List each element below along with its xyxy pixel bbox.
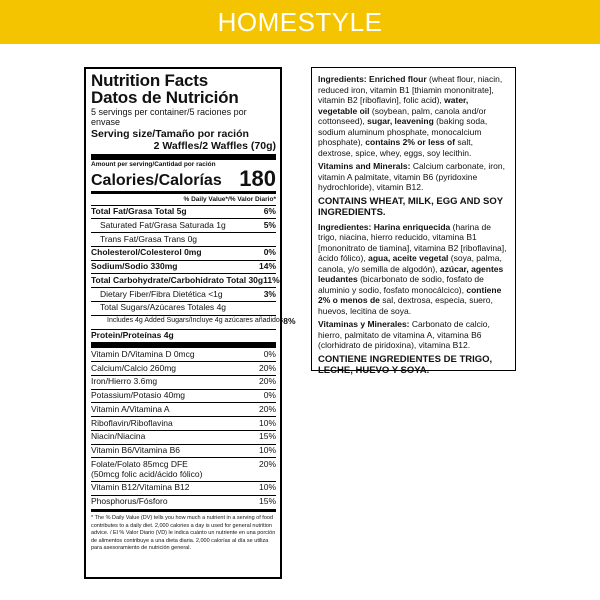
vitamin-row <box>91 445 276 459</box>
vitamins-label: Vitaminas y Minerales: <box>318 319 410 329</box>
nutrient-amount: <1g <box>208 288 223 299</box>
vitamin-label: Vitamin D/Vitamina D 0mcg <box>91 348 195 359</box>
daily-value-header: % Daily Value*/% Valor Diario* <box>91 195 276 205</box>
vitamin-label: Vitamin A/Vitamina A <box>91 403 170 414</box>
allergen-statement-es: CONTIENE INGREDIENTES DE TRIGO, LECHE, HUEVO Y SOYA. <box>318 353 493 376</box>
banner-title: HOMESTYLE <box>217 6 383 37</box>
vitamin-row <box>91 417 276 431</box>
nutrient-label: Total Fat/Grasa Total <box>91 206 175 217</box>
serving-size-value: 2 Waffles/2 Waffles (70g) <box>153 139 276 152</box>
vitamin-row <box>91 431 276 445</box>
vitamin-label: Calcium/Calcio 260mg <box>91 362 177 373</box>
ingredients-text: contains 2% or less of <box>365 137 456 147</box>
nutrient-label: Cholesterol/Colesterol <box>91 247 182 258</box>
nutrient-row-sodium <box>91 261 276 275</box>
nutrient-amount: 4g <box>216 302 227 313</box>
ingredients-text: agua, aceite vegetal <box>368 253 449 263</box>
homestyle-banner <box>0 0 600 44</box>
nutrient-row-cholesterol <box>91 247 276 261</box>
nutrient-pct: 11% <box>263 274 280 285</box>
ingredients-panel <box>311 67 516 376</box>
vitamin-pct: 10% <box>258 445 276 456</box>
ingredients-text: (harina de trigo, niacina, hierro reducido, vitamina B1 [mononitrato de tiamina], vitamina B2 [riboflavina], ácido fólico), <box>318 221 507 263</box>
nutrient-amount: 0mg <box>184 247 202 258</box>
nutrient-row-total-sugars <box>91 302 276 316</box>
ingredients-text: salt, dextrose, spice, whey, eggs, soy lecithin. <box>318 137 473 158</box>
vitamin-row <box>91 362 276 376</box>
nutrient-label: Protein/Proteínas <box>91 330 162 341</box>
nutrient-row-added-sugars <box>91 316 296 330</box>
serving-size <box>91 128 276 140</box>
nutrient-amount: 4g <box>163 330 174 341</box>
nutrient-pct: 6% <box>263 206 276 217</box>
allergen-statement-en: CONTAINS WHEAT, MILK, EGG AND SOY INGREDIENTS. <box>318 195 503 218</box>
vitamin-row <box>91 376 276 390</box>
nutrition-title-en: Nutrition Facts <box>91 71 208 90</box>
vitamin-row <box>91 458 276 482</box>
vitamin-pct: 20% <box>258 376 276 387</box>
nutrient-amount: 5g <box>176 206 187 217</box>
nutrient-row-trans-fat <box>91 233 276 247</box>
vitamins-text: Calcium carbonate, iron, vitamin A palmitate, vitamin B6 (pyridoxine hydrochloride), vitamin B12. <box>318 161 505 192</box>
servings-per-container: 5 servings per container/5 raciones por envase <box>91 107 247 128</box>
vitamins-minerals-es <box>318 319 509 351</box>
serving-size-label: Serving size/Tamaño por ración <box>91 127 249 140</box>
ingredients-es <box>318 222 509 317</box>
vitamin-row <box>91 390 276 404</box>
nutrient-pct: 14% <box>258 261 276 272</box>
vitamin-row <box>91 496 276 509</box>
vitamin-pct: 0% <box>263 348 276 359</box>
nutrient-pct: 5% <box>263 219 276 230</box>
nutrient-amount: 330mg <box>150 261 178 272</box>
ingredients-text: (soybean, palm, canola and/or cottonseed), <box>318 105 487 126</box>
vitamins-label: Vitamins and Minerals: <box>318 161 411 171</box>
vitamin-pct: 15% <box>258 496 276 507</box>
nutrient-row-total-carbohydrate <box>91 274 280 288</box>
nutrient-row-total-fat <box>91 206 276 220</box>
nutrition-facts-panel <box>84 67 296 579</box>
vitamin-label: Vitamin B12/Vitamina B12 <box>91 482 190 493</box>
vitamin-pct: 20% <box>258 403 276 414</box>
vitamin-label: Phosphorus/Fósforo <box>91 496 168 507</box>
vitamin-row <box>91 348 276 362</box>
ingredients-text: sugar, leavening <box>367 116 434 126</box>
nutrient-pct: 3% <box>263 288 276 299</box>
ingredients-text: (baking soda, sodium aluminum phosphate, monocalcium phosphate), <box>318 116 488 147</box>
ingredients-text: Harina enriquecida <box>373 221 451 232</box>
vitamin-label: Potassium/Potasio 40mg <box>91 390 186 401</box>
nutrient-label: Trans Fat/Grasa Trans <box>100 233 186 244</box>
ingredients-label: Ingredientes: <box>318 221 372 232</box>
nutrient-label: Sodium/Sodio <box>91 261 149 272</box>
vitamin-pct: 15% <box>258 431 276 442</box>
vitamin-row <box>91 403 276 417</box>
nutrient-label: Dietary Fiber/Fibra Dietética <box>100 288 206 299</box>
vitamin-label: Folate/Folato 85mcg DFE <box>91 458 188 469</box>
vitamin-pct: 10% <box>258 417 276 428</box>
nutrient-label: Saturated Fat/Grasa Saturada <box>100 219 214 230</box>
vitamin-label: Riboflavin/Riboflavina <box>91 417 173 428</box>
divider-medium <box>91 191 276 194</box>
ingredients-label: Ingredients: <box>318 74 367 84</box>
calories-value: 180 <box>239 166 276 192</box>
nutrient-amount: 1g <box>216 219 226 230</box>
vitamin-pct: 10% <box>258 482 276 493</box>
nutrient-amount: 30g <box>248 274 264 285</box>
nutrient-pct: 8% <box>283 316 296 327</box>
nutrient-row-protein <box>91 330 276 349</box>
calories-label: Calories/Calorías <box>91 172 222 190</box>
nutrient-label: Total Sugars/Azúcares Totales <box>100 302 215 313</box>
ingredients-text: sal, dextrosa, especia, suero, huevos, lecitina de soya. <box>318 295 493 316</box>
nutrient-label: Includes 4g Added Sugars/Incluye 4g azúcares añadidos <box>107 317 284 325</box>
calories-row <box>91 168 276 190</box>
nutrient-amount: 0g <box>187 233 198 244</box>
ingredients-text: (soya, palma, canola, y/o semilla de algodón), <box>318 253 502 274</box>
vitamin-pct: 20% <box>258 362 276 373</box>
divider-thick <box>91 154 276 160</box>
ingredients-en <box>318 74 509 158</box>
vitamin-label: Iron/Hierro 3.6mg <box>91 376 158 387</box>
vitamins-minerals-en <box>318 161 509 193</box>
vitamin-pct: 20% <box>258 458 276 469</box>
vitamins-text: Carbonato de calcio, hierro, palmitato de vitamina A, vitamina B6 (clorhidrato de piridoxina), vitamina B12. <box>318 319 490 350</box>
vitamin-label: Niacin/Niacina <box>91 431 146 442</box>
ingredients-text: (bicarbonato de sodio, fosfato de aluminio y sodio, fosfato monocálcico), <box>318 274 484 295</box>
ingredients-text: contiene 2% o menos de <box>318 284 502 305</box>
nutrient-label: Total Carbohydrate/Carbohidrato Total <box>91 274 247 285</box>
amount-per-serving: Amount per serving/Cantidad por ración <box>91 160 216 168</box>
vitamin-label-note: (50mcg folic acid/ácido fólico) <box>91 468 203 479</box>
daily-value-footnote: * The % Daily Value (DV) tells you how much a nutrient in a serving of food contributes to a daily diet. 2,000 calories a day is used for general nutrition advice. / El % Valor Diario (VD) le indica cuánto un nutriente en una porción de alimentos contribuye a una dieta diaria. 2,000 calorías al día se utiliza para asesoramiento de nutrición general. <box>91 509 276 553</box>
ingredients-text: water, vegetable oil <box>318 95 469 116</box>
nutrient-pct: 0% <box>263 247 276 258</box>
ingredients-text: Enriched flour <box>369 74 427 84</box>
ingredients-text: azúcar, agentes leudantes <box>318 263 504 284</box>
nutrient-row-dietary-fiber <box>91 288 276 302</box>
vitamin-pct: 0% <box>263 390 276 401</box>
nutrition-title-es: Datos de Nutrición <box>91 88 239 107</box>
ingredients-text: (wheat flour, niacin, reduced iron, vitamin B1 [thiamin mononitrate], vitamin B2 [riboflavin], folic acid), <box>318 74 503 105</box>
vitamin-label: Vitamin B6/Vitamina B6 <box>91 445 180 456</box>
nutrient-row-saturated-fat <box>91 219 276 233</box>
vitamin-row <box>91 482 276 496</box>
